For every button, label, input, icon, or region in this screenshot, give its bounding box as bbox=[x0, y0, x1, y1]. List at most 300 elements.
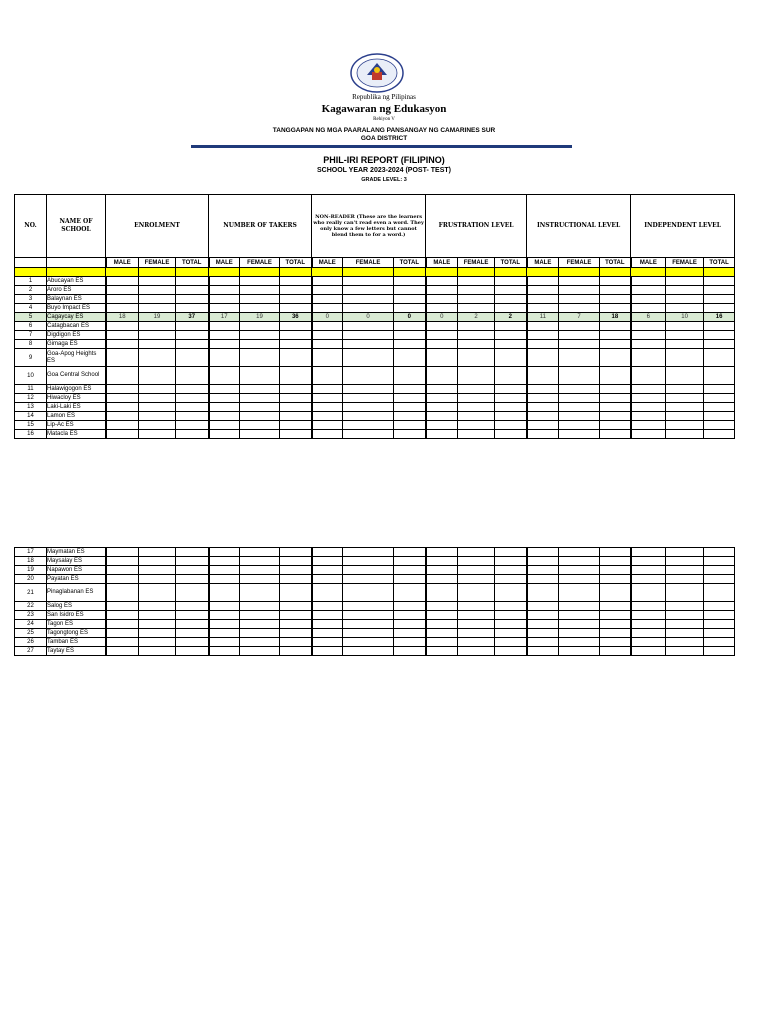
data-cell bbox=[240, 403, 280, 412]
data-cell bbox=[209, 584, 240, 602]
data-cell bbox=[312, 295, 343, 304]
data-cell bbox=[209, 403, 240, 412]
data-cell bbox=[527, 322, 559, 331]
subheader-frustration-male: MALE bbox=[426, 258, 458, 268]
data-cell bbox=[426, 403, 458, 412]
data-cell bbox=[704, 322, 735, 331]
data-cell bbox=[106, 394, 139, 403]
data-cell bbox=[106, 584, 139, 602]
data-cell bbox=[666, 322, 704, 331]
data-cell bbox=[209, 638, 240, 647]
data-cell bbox=[631, 575, 666, 584]
data-cell bbox=[343, 349, 394, 367]
subheader-independent-female: FEMALE bbox=[666, 258, 704, 268]
data-cell bbox=[343, 548, 394, 557]
data-cell bbox=[666, 394, 704, 403]
subheader-instructional-total: TOTAL bbox=[600, 258, 631, 268]
data-cell bbox=[343, 277, 394, 286]
data-cell bbox=[559, 638, 600, 647]
data-cell bbox=[426, 277, 458, 286]
data-cell bbox=[394, 638, 426, 647]
school-name: Halawigogon ES bbox=[47, 385, 106, 394]
data-cell bbox=[666, 412, 704, 421]
data-cell: 17 bbox=[209, 313, 240, 322]
data-cell bbox=[394, 277, 426, 286]
data-cell bbox=[343, 575, 394, 584]
data-cell bbox=[527, 385, 559, 394]
data-cell bbox=[312, 367, 343, 385]
data-cell bbox=[426, 412, 458, 421]
data-cell bbox=[631, 340, 666, 349]
data-cell bbox=[495, 575, 527, 584]
data-cell bbox=[527, 421, 559, 430]
data-cell bbox=[458, 322, 495, 331]
data-cell bbox=[176, 566, 209, 575]
data-cell bbox=[280, 575, 312, 584]
data-cell bbox=[176, 611, 209, 620]
school-number: 2 bbox=[15, 286, 47, 295]
school-name: Hiwacloy ES bbox=[47, 394, 106, 403]
data-cell bbox=[280, 403, 312, 412]
data-cell bbox=[426, 566, 458, 575]
data-cell bbox=[559, 286, 600, 295]
data-cell bbox=[209, 295, 240, 304]
school-name: Balaynan ES bbox=[47, 295, 106, 304]
data-cell bbox=[600, 412, 631, 421]
school-name: Goa Central School bbox=[47, 367, 106, 385]
data-cell bbox=[176, 340, 209, 349]
data-cell bbox=[312, 385, 343, 394]
data-cell bbox=[139, 331, 176, 340]
data-cell: 2 bbox=[495, 313, 527, 322]
data-cell bbox=[209, 394, 240, 403]
data-cell bbox=[280, 304, 312, 313]
data-cell bbox=[631, 566, 666, 575]
data-cell bbox=[600, 295, 631, 304]
school-number: 8 bbox=[15, 340, 47, 349]
data-cell: 19 bbox=[240, 313, 280, 322]
data-cell bbox=[139, 367, 176, 385]
school-number: 6 bbox=[15, 322, 47, 331]
data-cell bbox=[280, 647, 312, 656]
school-row bbox=[15, 277, 735, 286]
data-cell bbox=[426, 394, 458, 403]
school-name: Abucayan ES bbox=[47, 277, 106, 286]
data-cell bbox=[176, 602, 209, 611]
data-cell bbox=[495, 647, 527, 656]
data-cell bbox=[240, 647, 280, 656]
data-cell bbox=[458, 548, 495, 557]
data-cell bbox=[559, 277, 600, 286]
data-cell bbox=[631, 385, 666, 394]
data-cell bbox=[458, 575, 495, 584]
data-cell bbox=[426, 340, 458, 349]
data-cell bbox=[631, 304, 666, 313]
data-cell bbox=[704, 548, 735, 557]
data-cell bbox=[600, 557, 631, 566]
data-cell bbox=[139, 340, 176, 349]
data-cell bbox=[666, 620, 704, 629]
data-cell bbox=[106, 638, 139, 647]
data-cell bbox=[527, 403, 559, 412]
data-cell bbox=[176, 367, 209, 385]
data-cell bbox=[280, 331, 312, 340]
subheader-blank bbox=[15, 258, 47, 268]
data-cell bbox=[280, 430, 312, 439]
data-cell bbox=[666, 647, 704, 656]
data-cell bbox=[240, 575, 280, 584]
data-cell bbox=[312, 620, 343, 629]
school-number: 17 bbox=[15, 548, 47, 557]
data-cell bbox=[495, 548, 527, 557]
subheader-independent-total: TOTAL bbox=[704, 258, 735, 268]
data-cell bbox=[426, 295, 458, 304]
data-cell bbox=[527, 286, 559, 295]
data-cell bbox=[209, 557, 240, 566]
data-cell bbox=[458, 367, 495, 385]
data-cell bbox=[139, 412, 176, 421]
school-name: Salog ES bbox=[47, 602, 106, 611]
data-cell bbox=[394, 584, 426, 602]
republic-line: Republika ng Pilipinas bbox=[352, 93, 416, 101]
data-cell bbox=[312, 412, 343, 421]
data-cell bbox=[559, 647, 600, 656]
school-row bbox=[15, 340, 735, 349]
data-cell bbox=[139, 277, 176, 286]
data-cell bbox=[343, 566, 394, 575]
data-cell bbox=[312, 584, 343, 602]
data-cell bbox=[495, 367, 527, 385]
school-name: Buyo Impact ES bbox=[47, 304, 106, 313]
data-cell bbox=[343, 557, 394, 566]
data-cell bbox=[631, 322, 666, 331]
data-cell: 18 bbox=[106, 313, 139, 322]
data-cell: 0 bbox=[312, 313, 343, 322]
school-name: Pinaglabanan ES bbox=[47, 584, 106, 602]
data-cell bbox=[458, 394, 495, 403]
school-name: Tamban ES bbox=[47, 638, 106, 647]
data-cell bbox=[176, 557, 209, 566]
data-cell bbox=[240, 340, 280, 349]
data-cell bbox=[209, 647, 240, 656]
data-cell bbox=[209, 548, 240, 557]
subheader-blank bbox=[47, 258, 106, 268]
data-cell bbox=[139, 620, 176, 629]
data-cell bbox=[527, 611, 559, 620]
data-cell bbox=[176, 322, 209, 331]
data-cell bbox=[704, 331, 735, 340]
data-cell bbox=[139, 629, 176, 638]
data-cell bbox=[631, 584, 666, 602]
data-cell: 6 bbox=[631, 313, 666, 322]
data-cell bbox=[343, 638, 394, 647]
data-cell bbox=[394, 575, 426, 584]
data-cell bbox=[666, 295, 704, 304]
school-name: Napawon ES bbox=[47, 566, 106, 575]
data-cell bbox=[600, 331, 631, 340]
data-cell bbox=[280, 557, 312, 566]
data-cell bbox=[139, 638, 176, 647]
data-cell bbox=[280, 566, 312, 575]
data-cell bbox=[559, 403, 600, 412]
data-cell bbox=[106, 286, 139, 295]
school-row bbox=[15, 403, 735, 412]
data-cell bbox=[280, 394, 312, 403]
data-cell bbox=[176, 421, 209, 430]
data-cell bbox=[209, 620, 240, 629]
school-number: 12 bbox=[15, 394, 47, 403]
data-cell bbox=[666, 304, 704, 313]
data-cell bbox=[240, 611, 280, 620]
data-cell bbox=[139, 584, 176, 602]
data-cell bbox=[394, 421, 426, 430]
data-cell bbox=[106, 367, 139, 385]
data-cell: 19 bbox=[139, 313, 176, 322]
data-cell bbox=[600, 367, 631, 385]
data-cell bbox=[458, 412, 495, 421]
data-cell bbox=[343, 286, 394, 295]
data-cell bbox=[704, 295, 735, 304]
school-name: Maymatan ES bbox=[47, 548, 106, 557]
data-cell bbox=[240, 412, 280, 421]
data-cell bbox=[527, 620, 559, 629]
data-cell bbox=[312, 611, 343, 620]
data-cell bbox=[559, 295, 600, 304]
data-cell: 0 bbox=[343, 313, 394, 322]
data-cell bbox=[704, 611, 735, 620]
school-year: SCHOOL YEAR 2023-2024 (POST- TEST) bbox=[317, 167, 451, 174]
data-cell bbox=[312, 421, 343, 430]
data-cell bbox=[495, 403, 527, 412]
data-cell bbox=[666, 277, 704, 286]
data-cell bbox=[394, 412, 426, 421]
data-cell bbox=[394, 430, 426, 439]
data-cell bbox=[495, 430, 527, 439]
data-cell bbox=[559, 385, 600, 394]
data-cell bbox=[426, 557, 458, 566]
grade-level: GRADE LEVEL: 3 bbox=[361, 177, 407, 183]
data-cell bbox=[106, 557, 139, 566]
region-line: Rehiyon V bbox=[373, 117, 395, 122]
data-cell bbox=[343, 602, 394, 611]
highlight-cell bbox=[704, 268, 735, 277]
highlight-cell bbox=[458, 268, 495, 277]
highlight-cell bbox=[631, 268, 666, 277]
data-cell bbox=[426, 629, 458, 638]
data-cell bbox=[631, 430, 666, 439]
data-cell bbox=[559, 340, 600, 349]
school-row bbox=[15, 575, 735, 584]
data-cell bbox=[559, 575, 600, 584]
data-cell bbox=[704, 340, 735, 349]
data-cell bbox=[394, 629, 426, 638]
school-number: 15 bbox=[15, 421, 47, 430]
subheader-takers-female: FEMALE bbox=[240, 258, 280, 268]
data-cell bbox=[527, 430, 559, 439]
data-cell bbox=[394, 286, 426, 295]
school-name: Laki-Laki ES bbox=[47, 403, 106, 412]
school-name: Goa-Apog Heights ES bbox=[47, 349, 106, 367]
school-number: 11 bbox=[15, 385, 47, 394]
data-cell bbox=[209, 349, 240, 367]
data-cell bbox=[240, 385, 280, 394]
data-cell bbox=[139, 349, 176, 367]
school-name: Gimaga ES bbox=[47, 340, 106, 349]
data-cell bbox=[666, 385, 704, 394]
data-cell bbox=[631, 295, 666, 304]
data-cell bbox=[280, 421, 312, 430]
highlight-cell bbox=[176, 268, 209, 277]
data-cell bbox=[559, 629, 600, 638]
data-cell bbox=[527, 349, 559, 367]
data-cell bbox=[704, 421, 735, 430]
data-cell bbox=[631, 611, 666, 620]
data-cell bbox=[559, 602, 600, 611]
school-number: 10 bbox=[15, 367, 47, 385]
data-cell bbox=[106, 295, 139, 304]
data-cell bbox=[209, 277, 240, 286]
data-cell bbox=[458, 638, 495, 647]
data-cell bbox=[426, 602, 458, 611]
school-row bbox=[15, 313, 735, 322]
data-cell bbox=[495, 611, 527, 620]
header-name-of-school: NAME OF SCHOOL bbox=[47, 195, 106, 258]
header-divider bbox=[191, 145, 572, 148]
school-name: San Isidro ES bbox=[47, 611, 106, 620]
school-number: 24 bbox=[15, 620, 47, 629]
school-row bbox=[15, 548, 735, 557]
data-cell bbox=[139, 394, 176, 403]
data-cell bbox=[209, 412, 240, 421]
header-instructional-level: INSTRUCTIONAL LEVEL bbox=[527, 195, 631, 258]
data-cell bbox=[343, 322, 394, 331]
data-cell bbox=[240, 629, 280, 638]
data-cell bbox=[394, 566, 426, 575]
data-cell bbox=[426, 421, 458, 430]
data-cell bbox=[280, 385, 312, 394]
data-cell bbox=[704, 584, 735, 602]
school-row bbox=[15, 566, 735, 575]
data-cell bbox=[240, 557, 280, 566]
school-number: 1 bbox=[15, 277, 47, 286]
data-cell bbox=[240, 322, 280, 331]
school-name: Digdigon ES bbox=[47, 331, 106, 340]
data-cell bbox=[495, 331, 527, 340]
subheader-takers-total: TOTAL bbox=[280, 258, 312, 268]
data-cell bbox=[704, 430, 735, 439]
school-row bbox=[15, 421, 735, 430]
data-cell bbox=[458, 331, 495, 340]
data-cell bbox=[106, 421, 139, 430]
data-cell bbox=[106, 430, 139, 439]
data-cell bbox=[209, 602, 240, 611]
data-cell bbox=[426, 575, 458, 584]
data-cell bbox=[312, 566, 343, 575]
subheader-enrolment-male: MALE bbox=[106, 258, 139, 268]
data-cell bbox=[280, 412, 312, 421]
data-cell bbox=[631, 557, 666, 566]
data-cell bbox=[343, 385, 394, 394]
data-cell: 7 bbox=[559, 313, 600, 322]
data-cell bbox=[458, 421, 495, 430]
data-cell bbox=[240, 286, 280, 295]
data-cell bbox=[704, 557, 735, 566]
data-cell bbox=[527, 548, 559, 557]
school-name: Payatan ES bbox=[47, 575, 106, 584]
subheader-frustration-female: FEMALE bbox=[458, 258, 495, 268]
data-cell bbox=[106, 575, 139, 584]
data-cell bbox=[209, 575, 240, 584]
school-row bbox=[15, 322, 735, 331]
data-cell bbox=[106, 620, 139, 629]
data-cell bbox=[631, 394, 666, 403]
data-cell bbox=[176, 647, 209, 656]
data-cell bbox=[527, 602, 559, 611]
data-cell bbox=[106, 304, 139, 313]
data-cell bbox=[176, 385, 209, 394]
school-row bbox=[15, 385, 735, 394]
data-cell bbox=[704, 367, 735, 385]
data-cell bbox=[666, 403, 704, 412]
data-cell bbox=[704, 304, 735, 313]
data-cell bbox=[139, 421, 176, 430]
data-cell bbox=[240, 421, 280, 430]
data-cell bbox=[240, 584, 280, 602]
data-cell bbox=[176, 638, 209, 647]
subheader-instructional-male: MALE bbox=[527, 258, 559, 268]
data-cell bbox=[106, 412, 139, 421]
school-number: 5 bbox=[15, 313, 47, 322]
data-cell bbox=[559, 611, 600, 620]
data-cell bbox=[240, 277, 280, 286]
data-cell bbox=[176, 403, 209, 412]
data-cell bbox=[600, 349, 631, 367]
data-cell bbox=[394, 647, 426, 656]
data-cell bbox=[527, 566, 559, 575]
data-cell bbox=[240, 638, 280, 647]
data-cell bbox=[704, 620, 735, 629]
data-cell bbox=[495, 412, 527, 421]
header-frustration-level: FRUSTRATION LEVEL bbox=[426, 195, 527, 258]
data-cell bbox=[280, 620, 312, 629]
data-cell bbox=[343, 629, 394, 638]
school-row bbox=[15, 331, 735, 340]
data-cell bbox=[139, 548, 176, 557]
data-cell bbox=[458, 295, 495, 304]
data-cell bbox=[666, 575, 704, 584]
school-number: 27 bbox=[15, 647, 47, 656]
data-cell bbox=[139, 295, 176, 304]
data-cell bbox=[343, 620, 394, 629]
data-cell bbox=[394, 548, 426, 557]
data-cell bbox=[280, 602, 312, 611]
data-cell bbox=[280, 367, 312, 385]
data-cell bbox=[426, 548, 458, 557]
data-cell bbox=[527, 394, 559, 403]
data-cell bbox=[559, 557, 600, 566]
data-cell bbox=[240, 295, 280, 304]
data-cell bbox=[312, 286, 343, 295]
data-cell bbox=[139, 286, 176, 295]
highlight-cell bbox=[139, 268, 176, 277]
highlight-cell bbox=[495, 268, 527, 277]
subheader-instructional-female: FEMALE bbox=[559, 258, 600, 268]
data-cell bbox=[495, 340, 527, 349]
data-cell bbox=[139, 566, 176, 575]
data-cell: 0 bbox=[394, 313, 426, 322]
school-number: 14 bbox=[15, 412, 47, 421]
school-number: 22 bbox=[15, 602, 47, 611]
